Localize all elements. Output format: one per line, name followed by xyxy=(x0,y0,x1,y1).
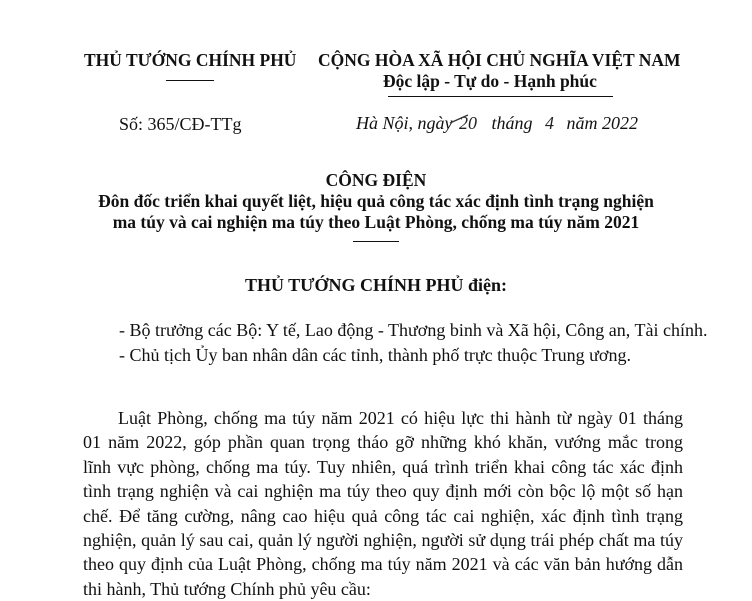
date-prefix: Hà Nội, ngày xyxy=(356,113,453,133)
body-line: chế. Để tăng cường, nâng cao hiệu quả công tác cai nghiện, xác định tình trạng xyxy=(83,505,683,526)
handwritten-tick-mark xyxy=(448,113,472,125)
issue-date xyxy=(356,113,638,134)
motto-underline xyxy=(388,96,613,97)
title-underline xyxy=(353,241,399,242)
body-line: Luật Phòng, chống ma túy năm 2021 có hiệu lực thi hành từ ngày 01 tháng xyxy=(118,408,683,428)
issuer-underline xyxy=(166,80,214,81)
issuer-name: THỦ TƯỚNG CHÍNH PHỦ xyxy=(84,50,297,70)
document-number: Số: 365/CĐ-TTg xyxy=(119,114,242,134)
date-month-label: tháng xyxy=(491,113,533,133)
body-paragraph xyxy=(83,406,683,601)
body-line: theo quy định của Luật Phòng, chống ma túy năm 2021 và các văn bản hướng dẫn xyxy=(83,554,683,575)
nation-name: CỘNG HÒA XÃ HỘI CHỦ NGHĨA VIỆT NAM xyxy=(318,50,681,70)
subject-line-1: Đôn đốc triển khai quyết liệt, hiệu quả công tác xác định tình trạng nghiện xyxy=(98,191,654,211)
body-line: thi hành, Thủ tướng Chính phủ yêu cầu: xyxy=(83,578,371,599)
date-month: 4 xyxy=(545,113,555,133)
body-line: tình trạng nghiện và cai nghiện ma túy theo quy định mới còn bộc lộ một số hạn xyxy=(83,481,683,502)
body-line: nghiện, quản lý sau cai, quản lý người nghiện, người sử dụng trái phép chất ma túy xyxy=(83,530,683,551)
date-day: 20 xyxy=(459,113,477,133)
sender-heading: THỦ TƯỚNG CHÍNH PHỦ điện: xyxy=(244,275,508,295)
date-year: năm 2022 xyxy=(566,113,639,133)
national-motto: Độc lập - Tự do - Hạnh phúc xyxy=(383,71,597,91)
document-type-title: CÔNG ĐIỆN xyxy=(325,170,427,190)
recipient-1: - Bộ trưởng các Bộ: Y tế, Lao động - Thương binh và Xã hội, Công an, Tài chính. xyxy=(119,320,708,340)
body-line: 01 năm 2022, góp phần quan trọng tháo gỡ những khó khăn, vướng mắc trong xyxy=(83,432,683,453)
body-line: lĩnh vực phòng, chống ma túy. Tuy nhiên, quá trình triển khai công tác xác định xyxy=(83,456,683,477)
recipient-2: - Chủ tịch Ủy ban nhân dân các tỉnh, thành phố trực thuộc Trung ương. xyxy=(119,345,631,365)
subject-line-2: ma túy và cai nghiện ma túy theo Luật Phòng, chống ma túy năm 2021 xyxy=(112,212,640,232)
